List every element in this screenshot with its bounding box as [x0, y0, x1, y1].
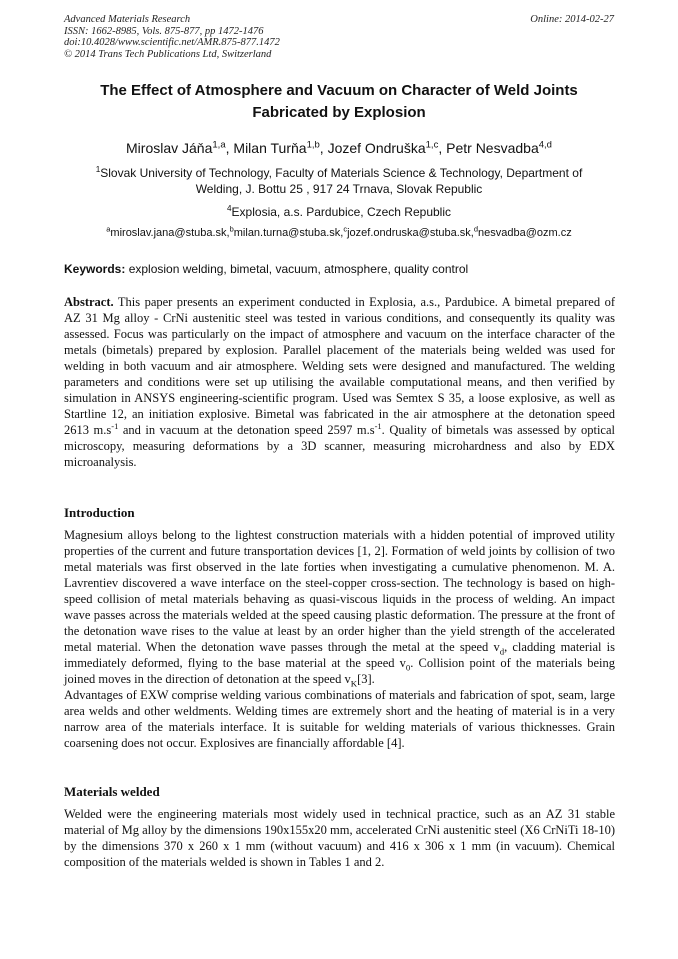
- title-line-1: The Effect of Atmosphere and Vacuum on Character of Weld Joints: [100, 82, 578, 99]
- author: Miroslav Jáňa$^{1,a}$,: [126, 139, 234, 156]
- email-list: [40, 224, 638, 239]
- copyright-line: © 2014 Trans Tech Publications Ltd, Switzerland: [64, 48, 272, 60]
- section-heading-materials: Materials welded: [64, 784, 160, 799]
- abstract: Abstract. This paper presents an experiment conducted in Explosia, a.s., Pardubice. A bimetal prepared of AZ 31 Mg alloy - CrNi austenitic steel was tested in various conditions, and consequently its quality was assessed. Focus was particularly on the impact of atmosphere and vacuum on the interface character of the metals (bimetals) prepared by explosion. Parallel placement of the materials being welded was used for welding in both vacuum and air atmosphere. Welding sets were designed and manufactured. The welding parameters and conditions were set up utilising the available computational means, and then verified by simulation in ANSYS engineering-scientific program. Used was Semtex S 35, a loose explosive, as well as Startline 12, an initiation explosive. Bimetal was fabricated in the air atmosphere at the detonation speed 2613 $m.s^{-1}$ and in vacuum at the detonation speed 2597 $m.s^{-1}$. Quality of bimetals was assessed by optical microscopy, measuring deformations by a 3D scanner, measuring microhardness and also by EDX microanalysis.: [64, 295, 615, 469]
- paragraph: Magnesium alloys belong to the lightest construction materials with a hidden potential of improved utility properties of the current and future transportation devices [1, 2]. Formation of weld joints by collision of two metal materials was first observed in the late forties when investigating a cumulative phenomenon. M. A. Lavrentiev discovered a wave interface on the steel-copper cross-section. The technology is based on high-speed collision of metal materials behaving as quasi-viscous liquids in the process of welding. An impact wave passes across the materials welded at the speed causing plastic deformation. The pressure at the front of the detonation wave rises to the value at least by an order higher than the yield strength of the accelerated metal material. When the detonation wave passes through the metal at the speed $v_d$, cladding material is immediately deformed, flying to the base material at the speed $v_0$. Collision point of the materials being joined moves in the direction of detonation at the speed $v_K[3]$.: [64, 528, 616, 689]
- abstract-label: Abstract.: [64, 295, 114, 309]
- materials-body: [64, 806, 615, 870]
- keywords-label: Keywords:: [64, 262, 126, 276]
- paragraph: Welded were the engineering materials most widely used in technical practice, such as an AZ 31 stable material of Mg alloy by the dimensions 190x155x20 mm, accelerated CrNi austenitic steel (X6 CrNiTi 18-10) by the dimensions 370 x 260 x 1 mm (without vacuum) and 416 x 306 x 1 mm (in vacuum). Chemical composition of the materials welded is shown in Tables 1 and 2.: [64, 807, 615, 869]
- introduction-body: [64, 527, 615, 751]
- affiliation-1: $^1$Slovak University of Technology, Faculty of Materials Science & Technology, Department of Welding, J. Bottu 25 , 917 24 Trnava, Slovak Republic: [95, 165, 583, 196]
- online-date: Online: 2014-02-27: [530, 14, 614, 25]
- section-heading-introduction: Introduction: [64, 505, 135, 520]
- email[interactable]: $^d$nesvadba@ozm.cz: [473, 224, 572, 239]
- email[interactable]: $^a$miroslav.jana@stuba.sk,: [106, 224, 230, 239]
- author: Milan Turňa$^{1,b}$,: [233, 139, 328, 156]
- author: Jozef Ondruška$^{1,c}$,: [327, 139, 447, 156]
- email[interactable]: $^b$milan.turna@stuba.sk,: [229, 224, 344, 239]
- email[interactable]: $^c$jozef.ondruska@stuba.sk,: [343, 224, 474, 239]
- journal-name: Advanced Materials Research: [64, 14, 191, 25]
- journal-header: [64, 14, 280, 60]
- author-list: [0, 140, 678, 156]
- issn-line: ISSN: 1662-8985, Vols. 875-877, pp 1472-1476: [64, 25, 264, 37]
- keywords-text: explosion welding, bimetal, vacuum, atmosphere, quality control: [125, 262, 469, 276]
- paper-title: [0, 80, 678, 124]
- affiliation-4: $^4$Explosia, a.s. Pardubice, Czech Republic: [227, 204, 451, 219]
- title-line-2: Fabricated by Explosion: [252, 104, 426, 121]
- paragraph: Advantages of EXW comprise welding various combinations of materials and fabrication of spot, seam, large area welds and other weldments. Welding times are extremely short and the heating of material is in a very narrow area of the materials interface. It is suitable for welding materials of various thicknesses. Grain coarsening does not occur. Explosives are financially affordable [4].: [64, 688, 615, 750]
- doi-line: doi:10.4028/www.scientific.net/AMR.875-877.1472: [64, 37, 280, 48]
- keywords: [64, 262, 624, 276]
- author: Petr Nesvadba$^{4,d}$: [446, 139, 552, 156]
